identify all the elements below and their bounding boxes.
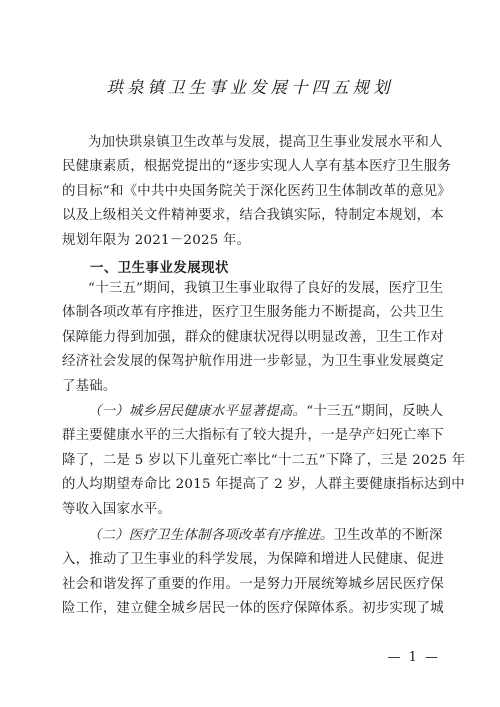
- item2-line: 社会和谐发挥了重要的作用。一是努力开展统筹城乡居民医疗保: [62, 576, 444, 592]
- intro-line: 民健康素质，根据党提出的“逐步实现人人享有基本医疗卫生服务: [62, 159, 452, 175]
- item1-heading: （一）城乡居民健康水平显著提高。: [88, 404, 307, 419]
- section1-line: 了基础。: [62, 378, 117, 394]
- item1-line: 等收入国家水平。: [62, 501, 172, 517]
- item1-line: 的人均期望寿命比 2015 年提高了 2 岁，人群主要健康指标达到中: [62, 477, 465, 493]
- item1-first-line: [62, 400, 442, 424]
- item2-first-line: [62, 524, 442, 548]
- intro-line: 规划年限为 2021－2025 年。: [62, 232, 251, 248]
- section1-line: 经济社会发展的保驾护航作用进一步彰显，为卫生事业发展奠定: [62, 354, 444, 370]
- document-title: 珙泉镇卫生事业发展十四五规划: [106, 78, 394, 97]
- item2-paragraph: [62, 524, 442, 622]
- item1-line: 降了，二是 5 岁以下儿童死亡率比“十二五”下降了，三是 2025 年: [62, 452, 466, 468]
- item2-first-rest: 卫生改革的不断深: [333, 528, 443, 543]
- section1-line: 体制各项改革有序推进，医疗卫生服务能力不断提高，公共卫生: [62, 305, 444, 321]
- section1-paragraph: [62, 277, 442, 399]
- intro-paragraph: [62, 131, 452, 253]
- item1-first-rest: “十三五”期间，反映人: [306, 404, 444, 419]
- item2-line: 入，推动了卫生事业的科学发展，为保障和增进人民健康、促进: [62, 552, 444, 568]
- item2-heading: （二）医疗卫生体制各项改革有序推进。: [88, 528, 334, 543]
- page-number: — 1 —: [387, 650, 440, 665]
- item1-paragraph: [62, 400, 466, 522]
- item1-line: 群主要健康水平的三大指标有了较大提升，一是孕产妇死亡率下: [62, 428, 444, 444]
- intro-line: 的目标”和《中共中央国务院关于深化医药卫生体制改革的意见》: [62, 183, 452, 199]
- intro-line: 为加快珙泉镇卫生改革与发展，提高卫生事业发展水平和人: [88, 135, 443, 150]
- item2-line: 险工作，建立健全城乡居民一体的医疗保障体系。初步实现了城: [62, 601, 444, 617]
- intro-line: 以及上级相关文件精神要求，结合我镇实际，特制定本规划，本: [62, 208, 444, 224]
- section1-line: “十三五”期间，我镇卫生事业取得了良好的发展，医疗卫生: [88, 281, 444, 296]
- section-heading: 一、卫生事业发展现状: [90, 261, 229, 276]
- section1-line: 保障能力得到加强，群众的健康状况得以明显改善，卫生工作对: [62, 329, 444, 345]
